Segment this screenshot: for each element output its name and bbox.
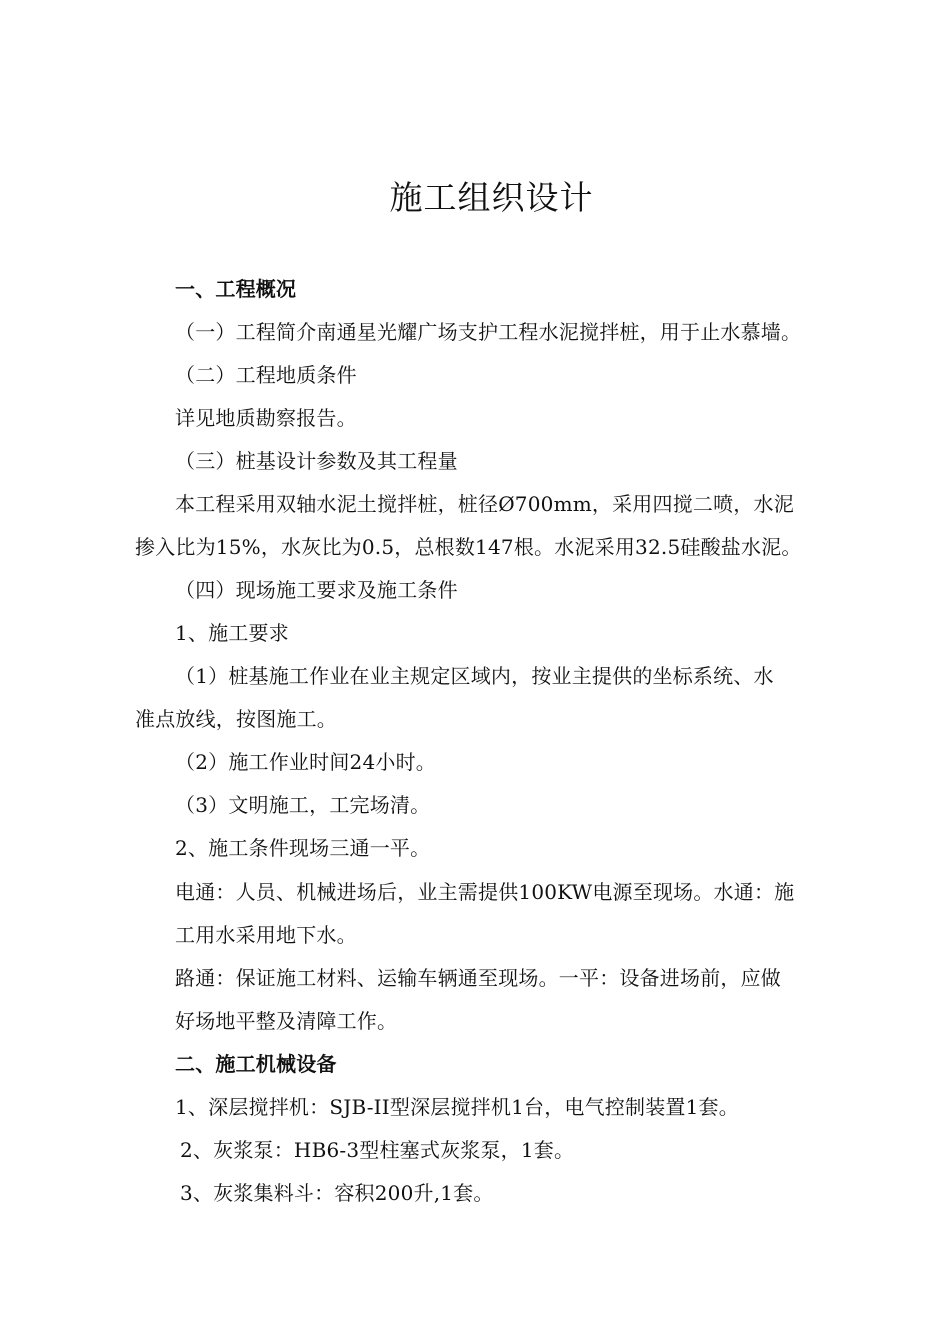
item-construction-conditions: 2、施工条件现场三通一平。 [175,836,431,860]
requirement-2: （2）施工作业时间24小时。 [175,750,436,774]
conditions-road-line-1: 路通：保证施工材料、运输车辆通至现场。一平：设备进场前，应做 [175,966,781,990]
requirement-1-line-1: （1）桩基施工作业在业主规定区域内，按业主提供的坐标系统、水 [175,664,774,688]
paragraph-pile-design-line-1: 本工程采用双轴水泥土搅拌桩，桩径Ø700mm，采用四搅二喷，水泥 [175,492,794,516]
paragraph-pile-design-line-2: 掺入比为15%，水灰比为0.5，总根数147根。水泥采用32.5硅酸盐水泥。 [135,535,802,559]
subsection-pile-design-heading: （三）桩基设计参数及其工程量 [175,449,458,473]
paragraph-geology: 详见地质勘察报告。 [175,406,357,430]
section-heading-overview: 一、工程概况 [175,277,297,301]
subsection-site-requirements-heading: （四）现场施工要求及施工条件 [175,578,458,602]
equipment-item-3: 3、灰浆集料斗：容积200升,1套。 [180,1181,494,1205]
item-construction-requirements: 1、施工要求 [175,621,289,645]
subsection-project-intro: （一）工程简介南通星光耀广场支护工程水泥搅拌桩，用于止水慕墙。 [175,320,802,344]
conditions-power-line-1: 电通：人员、机械进场后，业主需提供100KW电源至现场。水通：施 [175,880,795,904]
document-title: 施工组织设计 [389,178,594,217]
requirement-1-line-2: 准点放线，按图施工。 [135,707,337,731]
section-heading-equipment: 二、施工机械设备 [175,1052,337,1076]
conditions-power-line-2: 工用水采用地下水。 [175,923,357,947]
subsection-geology-heading: （二）工程地质条件 [175,363,357,387]
conditions-road-line-2: 好场地平整及清障工作。 [175,1009,398,1033]
equipment-item-1: 1、深层搅拌机：SJB-II型深层搅拌机1台，电气控制装置1套。 [175,1095,739,1119]
requirement-3: （3）文明施工，工完场清。 [175,793,431,817]
equipment-item-2: 2、灰浆泵：HB6-3型柱塞式灰浆泵，1套。 [180,1138,575,1162]
